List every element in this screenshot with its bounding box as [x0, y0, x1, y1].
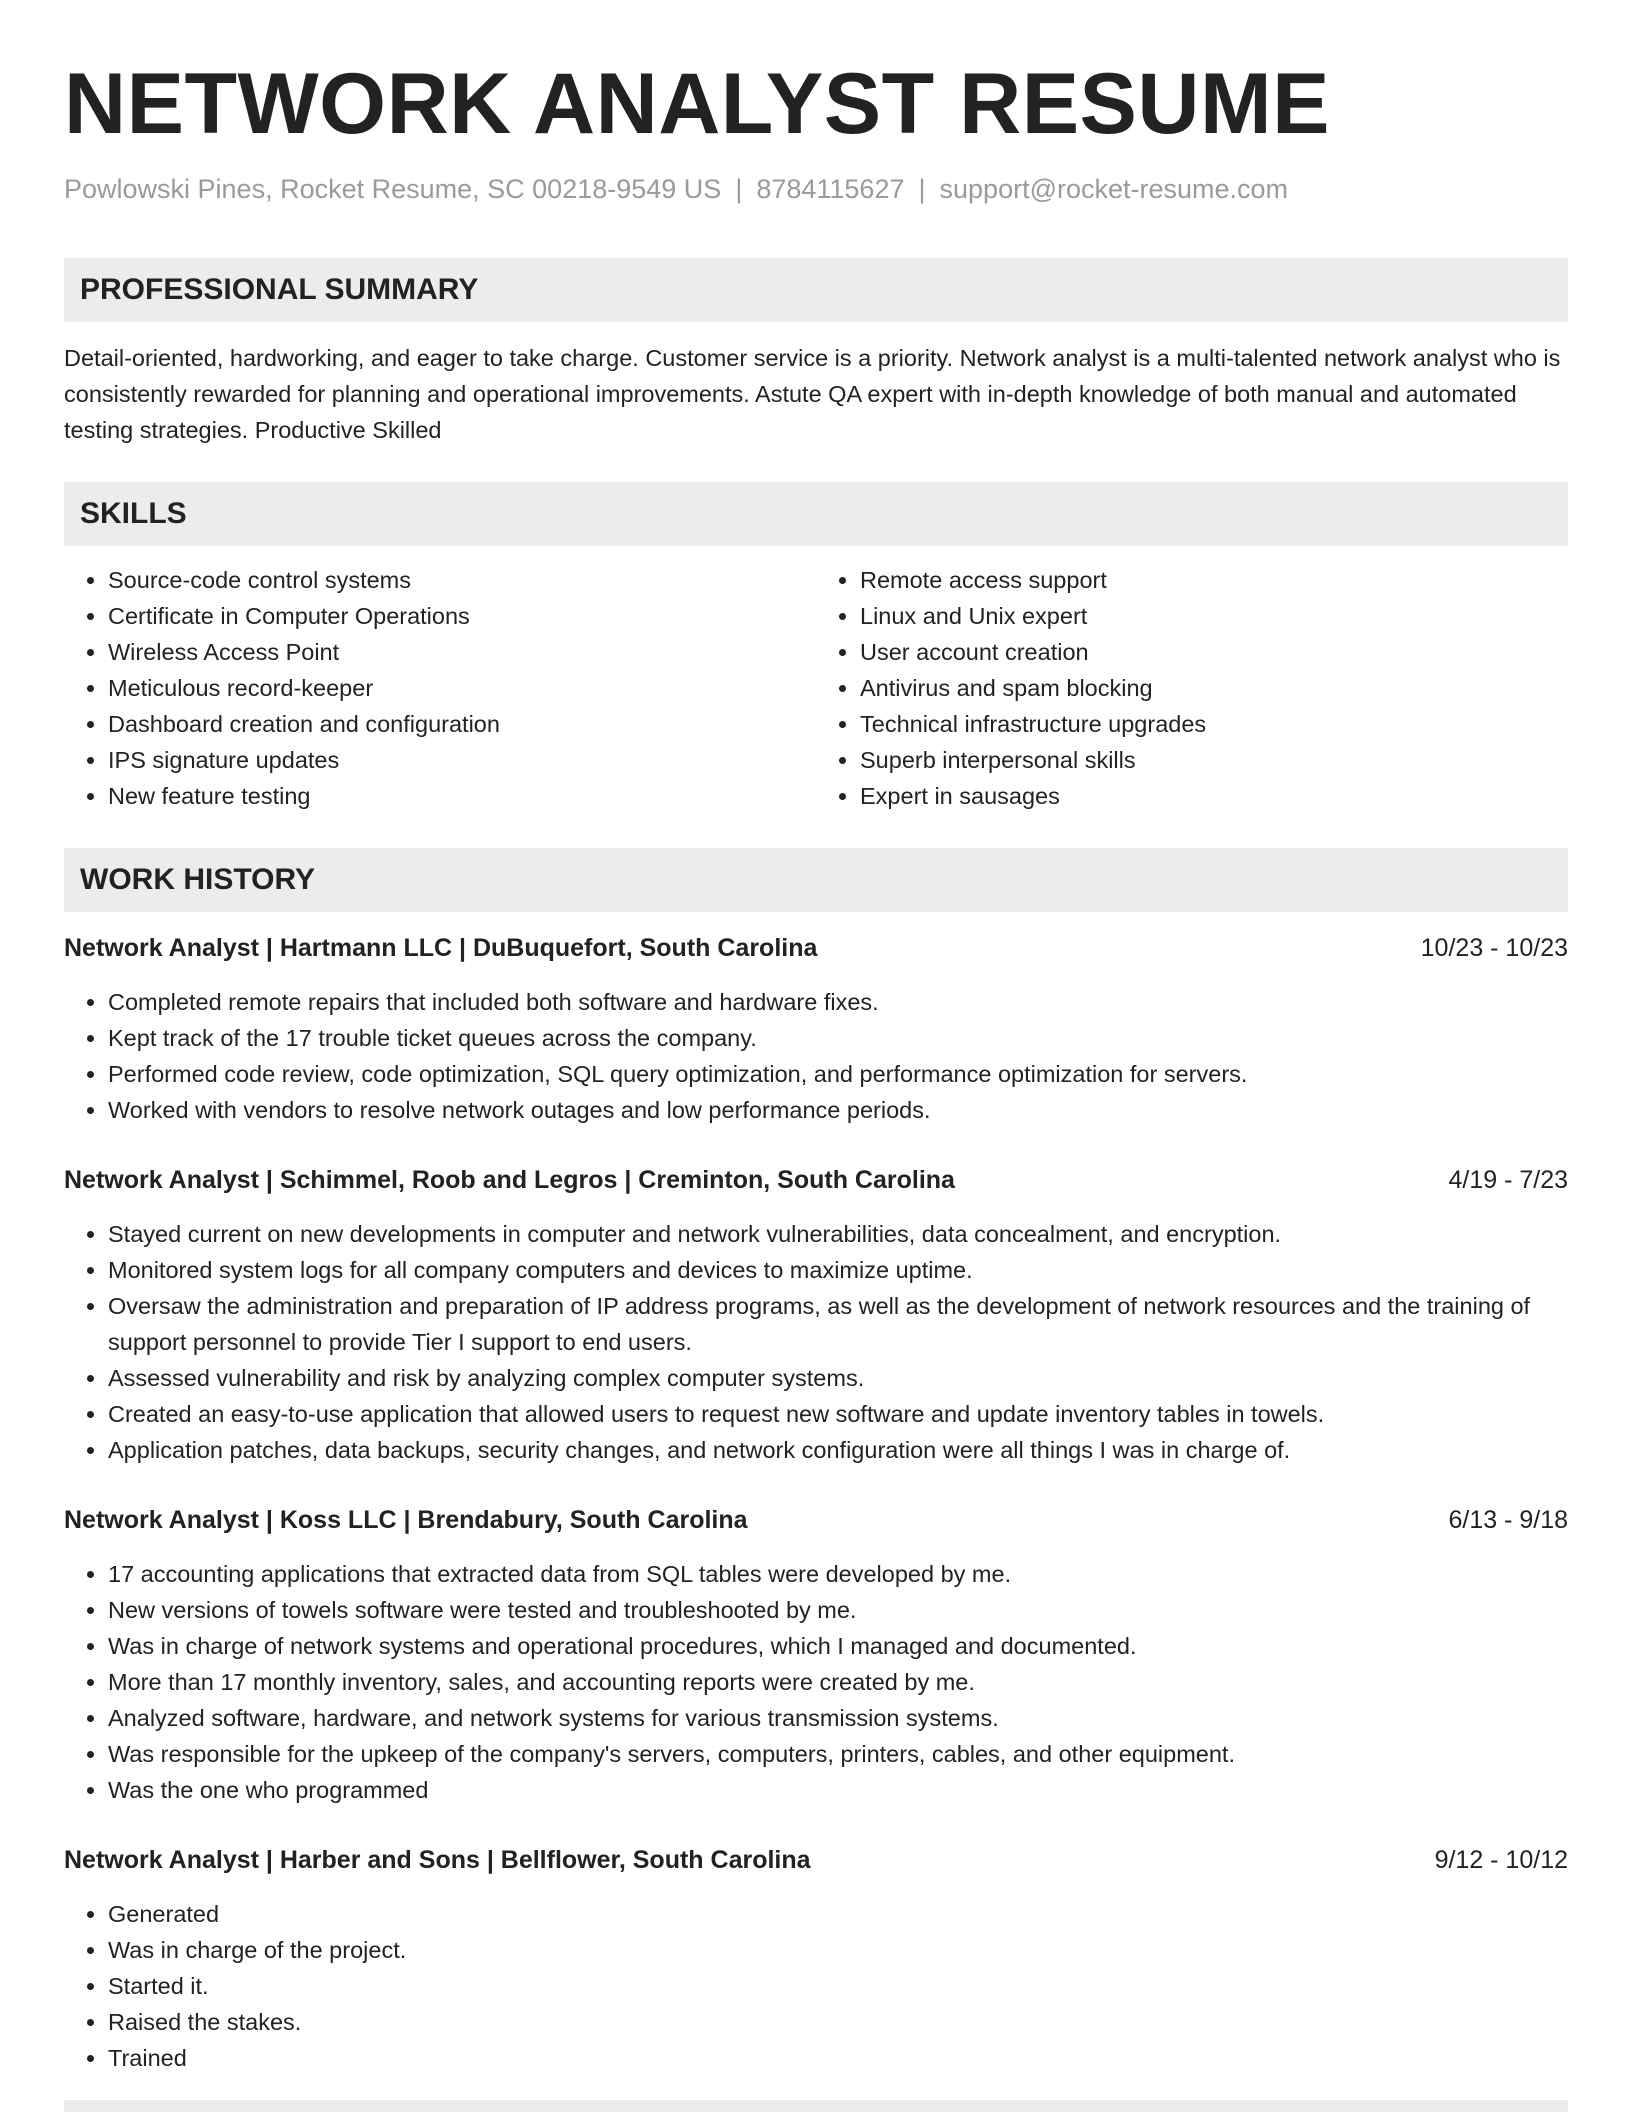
contact-address: Powlowski Pines, Rocket Resume, SC 00218-9549 US [64, 174, 722, 204]
contact-phone: 8784115627 [756, 174, 905, 204]
job-bullet: • Was in charge of network systems and operational procedures, which I managed and documented. [108, 1628, 1568, 1664]
skills-columns [64, 562, 1568, 814]
job-bullet: • Performed code review, code optimization, SQL query optimization, and performance optimization for servers. [108, 1056, 1568, 1092]
job-bullet: • 17 accounting applications that extracted data from SQL tables were developed by me. [108, 1556, 1568, 1592]
job-bullet: • Monitored system logs for all company computers and devices to maximize uptime. [108, 1252, 1568, 1288]
job-header [64, 1842, 1568, 1878]
job-entry [64, 930, 1568, 1128]
skill-item: • Remote access support [860, 562, 1568, 598]
summary-text: Detail-oriented, hardworking, and eager to take charge. Customer service is a priority. Network analyst is a multi-talented network analyst who is consistently rewarded for planning and operational improvements. Astute QA expert with in-depth knowledge of both manual and automated testing strategies. Productive Skilled [64, 345, 1561, 443]
job-dates: 6/13 - 9/18 [1448, 1506, 1568, 1534]
job-entry [64, 1842, 1568, 2076]
skill-item: • Source-code control systems [108, 562, 816, 598]
job-dates: 4/19 - 7/23 [1448, 1166, 1568, 1194]
skill-item: • Antivirus and spam blocking [860, 670, 1568, 706]
job-bullets [64, 1896, 1568, 2076]
job-bullet: • Was the one who programmed [108, 1772, 1568, 1808]
job-bullet: • Started it. [108, 1968, 1568, 2004]
job-bullets [64, 1216, 1568, 1468]
skill-item: • Linux and Unix expert [860, 598, 1568, 634]
job-bullet: • Was in charge of the project. [108, 1932, 1568, 1968]
job-title: Network Analyst | Koss LLC | Brendabury, South Carolina [64, 1506, 748, 1534]
job-dates: 9/12 - 10/12 [1434, 1846, 1568, 1874]
job-entry [64, 1162, 1568, 1468]
job-bullet: • Was responsible for the upkeep of the company's servers, computers, printers, cables, and other equipment. [108, 1736, 1568, 1772]
summary-heading: PROFESSIONAL SUMMARY [64, 258, 1568, 322]
skill-item: • Meticulous record-keeper [108, 670, 816, 706]
job-title: Network Analyst | Hartmann LLC | DuBuquefort, South Carolina [64, 934, 818, 962]
job-bullet: • Raised the stakes. [108, 2004, 1568, 2040]
job-title: Network Analyst | Schimmel, Roob and Legros | Creminton, South Carolina [64, 1166, 955, 1194]
job-bullet: • Oversaw the administration and preparation of IP address programs, as well as the development of network resources and the training of support personnel to provide Tier I support to end users. [108, 1288, 1568, 1360]
skills-list-left [64, 562, 816, 814]
contact-email[interactable]: support@rocket-resume.com [939, 174, 1289, 204]
job-bullet: • New versions of towels software were tested and troubleshooted by me. [108, 1592, 1568, 1628]
contact-line [64, 172, 1568, 206]
contact-separator: | [735, 174, 743, 204]
job-dates: 10/23 - 10/23 [1420, 934, 1568, 962]
skills-list-right [816, 562, 1568, 814]
job-entry [64, 1502, 1568, 1808]
job-bullet: • Worked with vendors to resolve network outages and low performance periods. [108, 1092, 1568, 1128]
job-bullet: • Completed remote repairs that included both software and hardware fixes. [108, 984, 1568, 1020]
job-bullet: • Kept track of the 17 trouble ticket queues across the company. [108, 1020, 1568, 1056]
job-bullets [64, 1556, 1568, 1808]
job-bullet: • More than 17 monthly inventory, sales, and accounting reports were created by me. [108, 1664, 1568, 1700]
job-bullet: • Trained [108, 2040, 1568, 2076]
skill-item: • Dashboard creation and configuration [108, 706, 816, 742]
skill-item: • User account creation [860, 634, 1568, 670]
job-bullet: • Analyzed software, hardware, and network systems for various transmission systems. [108, 1700, 1568, 1736]
skill-item: • Certificate in Computer Operations [108, 598, 816, 634]
job-title: Network Analyst | Harber and Sons | Bellflower, South Carolina [64, 1846, 811, 1874]
job-header [64, 930, 1568, 966]
job-bullet: • Stayed current on new developments in computer and network vulnerabilities, data concealment, and encryption. [108, 1216, 1568, 1252]
skill-item: • New feature testing [108, 778, 816, 814]
job-bullet: • Created an easy-to-use application that allowed users to request new software and update inventory tables in towels. [108, 1396, 1568, 1432]
job-bullet: • Assessed vulnerability and risk by analyzing complex computer systems. [108, 1360, 1568, 1396]
skill-item: • Wireless Access Point [108, 634, 816, 670]
skill-item: • IPS signature updates [108, 742, 816, 778]
next-section-bar [64, 2100, 1568, 2112]
job-header [64, 1162, 1568, 1198]
skill-item: • Superb interpersonal skills [860, 742, 1568, 778]
contact-separator: | [918, 174, 926, 204]
job-bullets [64, 984, 1568, 1128]
skill-item: • Technical infrastructure upgrades [860, 706, 1568, 742]
work-history-heading: WORK HISTORY [64, 848, 1568, 912]
job-header [64, 1502, 1568, 1538]
resume-title: NETWORK ANALYST RESUME [64, 56, 1331, 152]
job-bullet: • Application patches, data backups, security changes, and network configuration were all things I was in charge of. [108, 1432, 1568, 1468]
skills-heading: SKILLS [64, 482, 1568, 546]
skill-item: • Expert in sausages [860, 778, 1568, 814]
job-bullet: • Generated [108, 1896, 1568, 1932]
